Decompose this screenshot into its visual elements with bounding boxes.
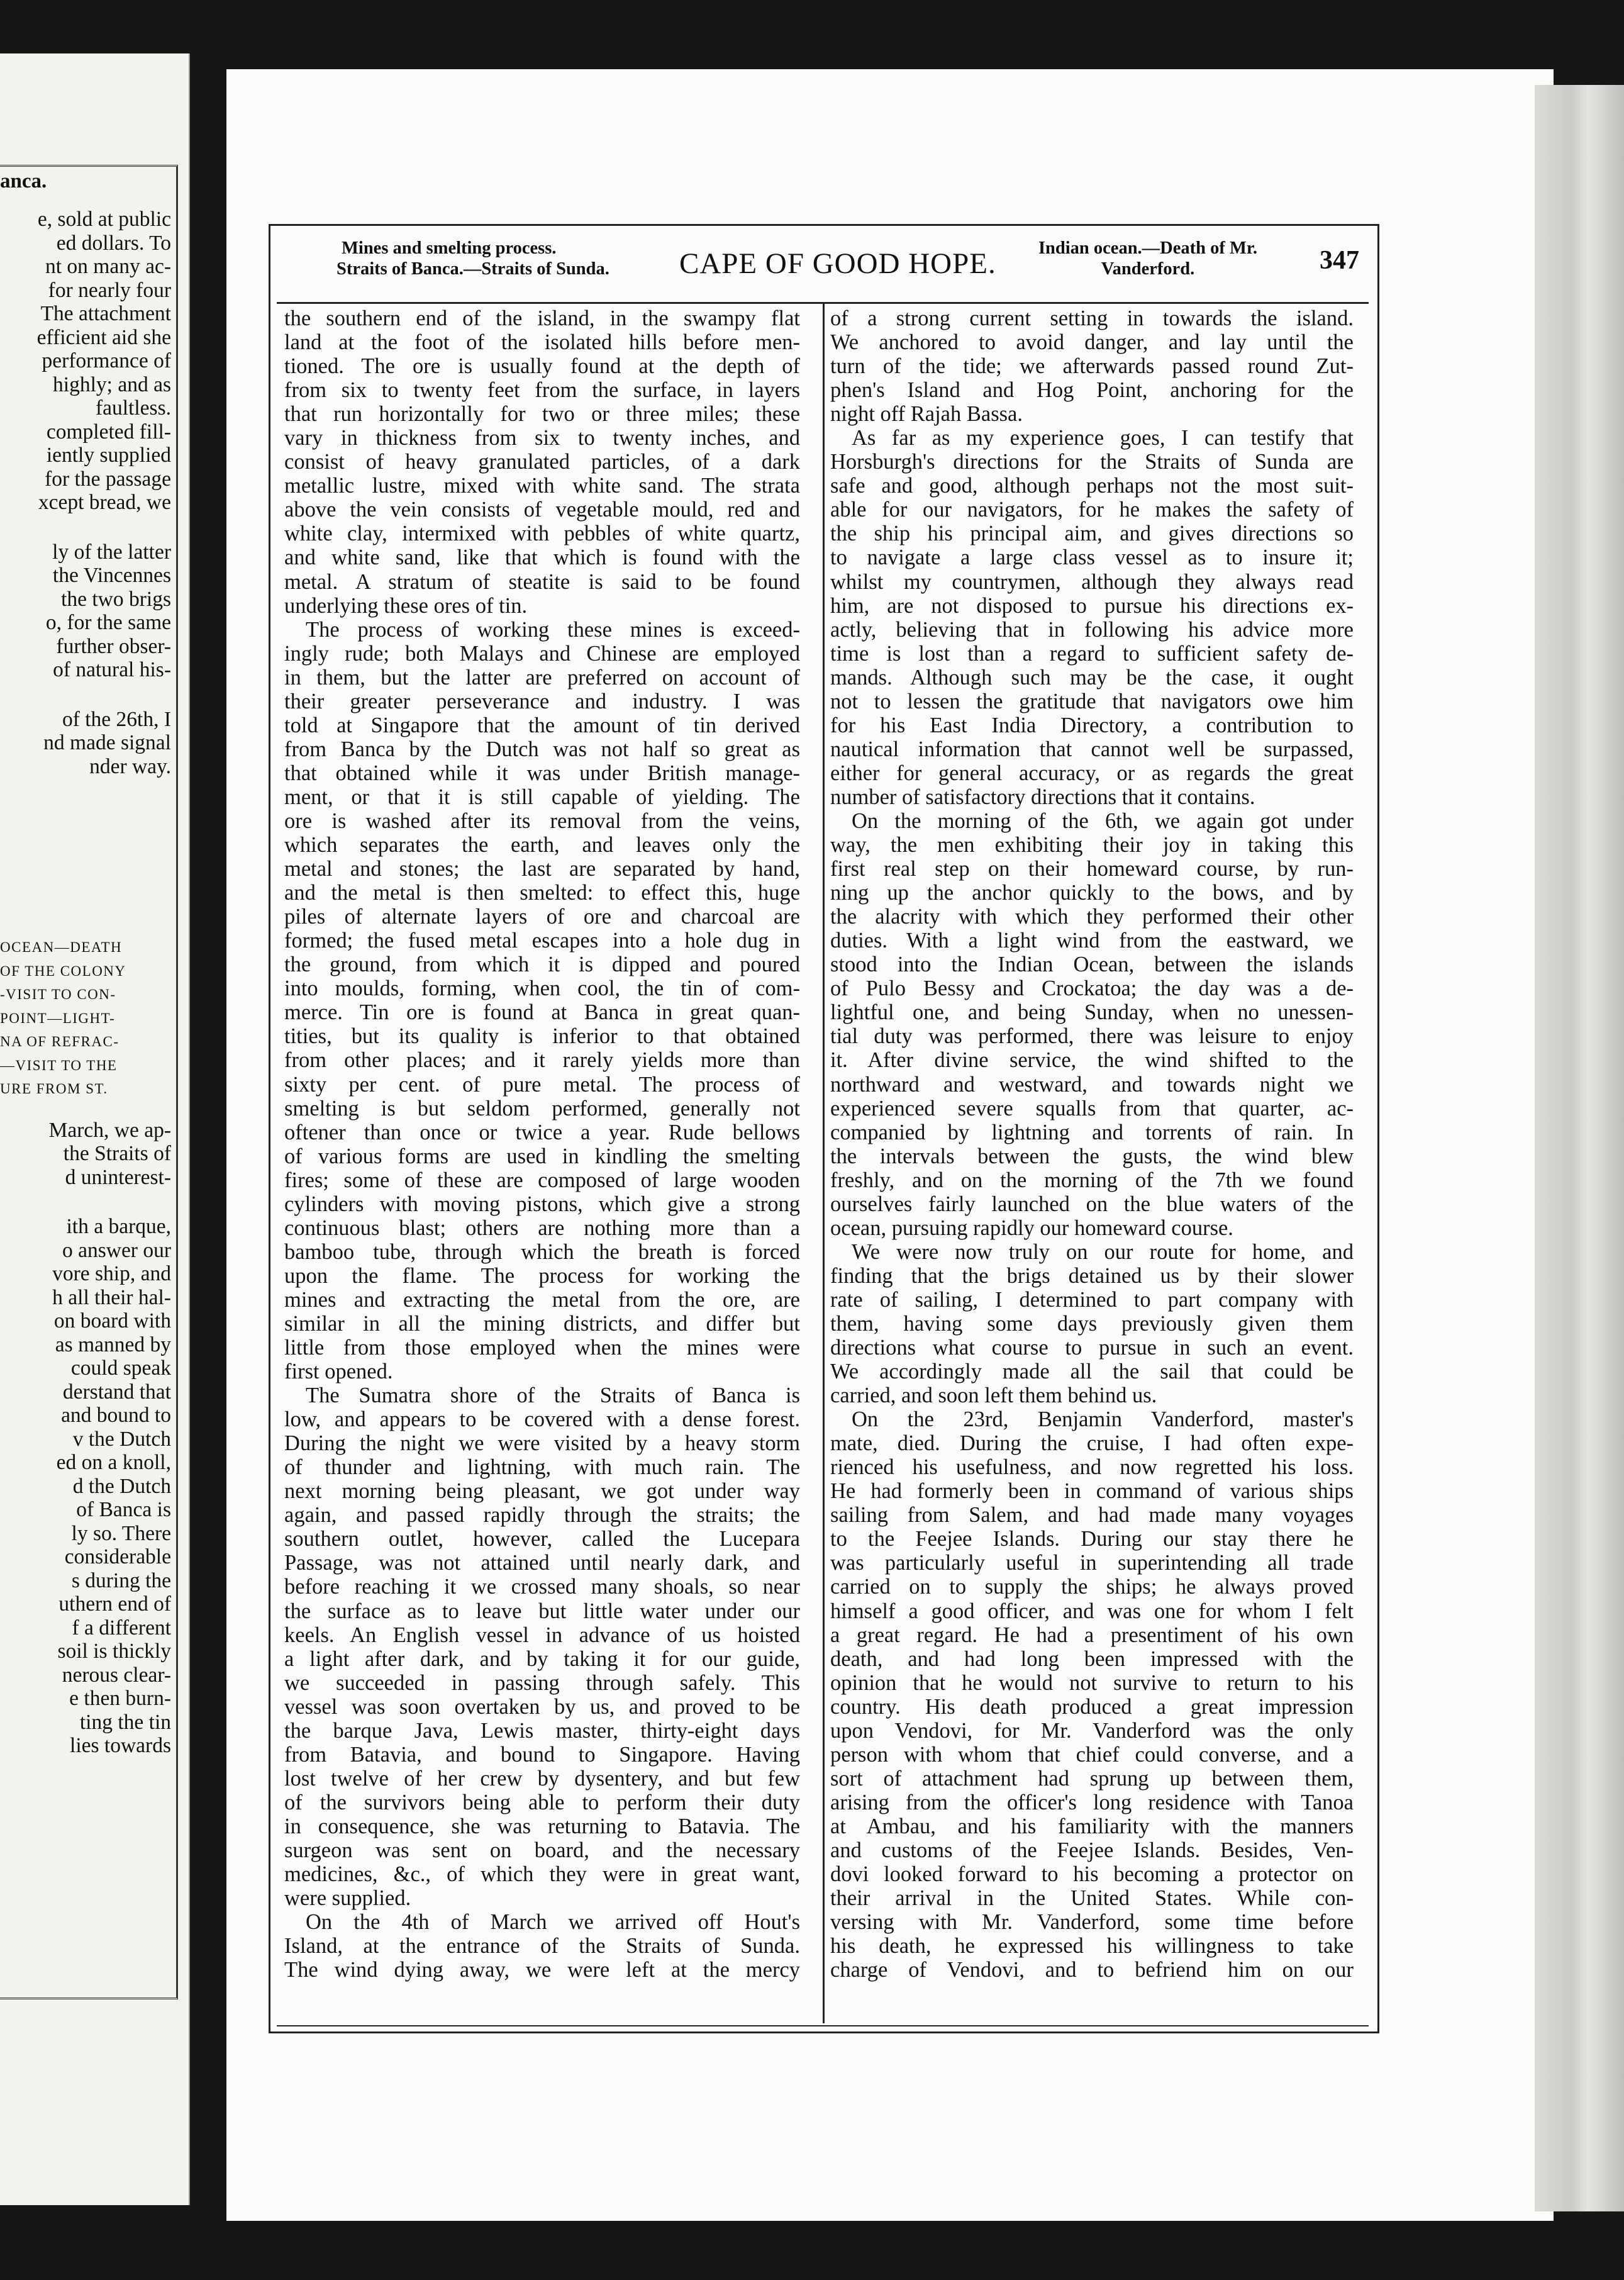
text-line: death, and had long been impressed with the bbox=[830, 1646, 1354, 1671]
text-line: mands. Although such may be the case, it ought bbox=[830, 665, 1354, 690]
text-line: We accordingly made all the sail that could be bbox=[830, 1360, 1354, 1384]
text-line: at Ambau, and his familiarity with the manners bbox=[830, 1814, 1354, 1838]
text-line: their greater perseverance and industry. I was bbox=[284, 689, 800, 713]
text-line: upon the flame. The process for working the bbox=[284, 1263, 800, 1288]
text-line: piles of alternate layers of ore and charcoal are bbox=[284, 905, 800, 929]
text-line: carried on to supply the ships; he always proved bbox=[830, 1575, 1354, 1599]
text-line: white clay, intermixed with pebbles of white quartz, bbox=[284, 522, 800, 546]
text-line: the southern end of the island, in the swampy flat bbox=[284, 306, 800, 330]
text-column-left bbox=[284, 306, 800, 1982]
text-line: duties. With a light wind from the eastward, we bbox=[830, 929, 1354, 953]
text-line: bamboo tube, through which the breath is forced bbox=[284, 1239, 800, 1264]
running-title: CAPE OF GOOD HOPE. bbox=[679, 247, 996, 280]
facing-page-line: o, for the same bbox=[45, 611, 171, 634]
text-line: told at Singapore that the amount of tin derived bbox=[284, 713, 800, 737]
column-divider bbox=[823, 302, 825, 2023]
text-line: was particularly useful in superintending all trade bbox=[830, 1551, 1354, 1575]
page-number: 347 bbox=[1320, 246, 1359, 275]
facing-page-line: nd made signal bbox=[43, 731, 171, 754]
text-column-right bbox=[830, 306, 1354, 1982]
facing-page-line: h all their hal- bbox=[52, 1285, 171, 1309]
text-line: oftener than once or twice a year. Rude bellows bbox=[284, 1120, 800, 1144]
text-line: mate, died. During the cruise, I had often expe- bbox=[830, 1431, 1354, 1456]
text-line: first real step on their homeward course, by run- bbox=[830, 857, 1354, 881]
running-head-right-line1: Indian ocean.—Death of Mr. bbox=[1038, 238, 1258, 258]
text-line: The process of working these mines is exceed- bbox=[306, 617, 800, 642]
text-line: into moulds, forming, when cool, the tin of com- bbox=[284, 976, 800, 1001]
text-line: ocean, pursuing rapidly our homeward course. bbox=[830, 1215, 1233, 1240]
facing-page-line bbox=[0, 515, 171, 540]
page-edge bbox=[1535, 85, 1624, 2211]
text-line: of various forms are used in kindling the smelting bbox=[284, 1144, 800, 1168]
facing-page-line: vore ship, and bbox=[52, 1262, 171, 1285]
text-line: consist of heavy granulated particles, of a dark bbox=[284, 450, 800, 474]
text-line: the alacrity with which they performed their other bbox=[830, 905, 1354, 929]
facing-page-line: considerable bbox=[64, 1545, 171, 1568]
text-line: little from those employed when the mines were bbox=[284, 1336, 800, 1360]
running-head-left-line2: Straits of Banca.—Straits of Sunda. bbox=[336, 259, 609, 279]
text-line: a light after dark, and by taking it for our guide, bbox=[284, 1646, 800, 1671]
text-line: time is lost than a regard to sufficient safety de- bbox=[830, 641, 1354, 666]
text-line: their arrival in the United States. While con- bbox=[830, 1886, 1354, 1911]
facing-page-line: e then burn- bbox=[69, 1687, 171, 1710]
text-line: cylinders with moving pistons, which give a strong bbox=[284, 1192, 800, 1216]
text-line: actly, believing that in following his advice more bbox=[830, 617, 1354, 642]
text-line: charge of Vendovi, and to befriend him on our bbox=[830, 1958, 1354, 1982]
text-line: merce. Tin ore is found at Banca in great quan- bbox=[284, 1000, 800, 1025]
facing-page-line: ting the tin bbox=[79, 1710, 171, 1734]
text-line: it. After divine service, the wind shifted to the bbox=[830, 1048, 1354, 1073]
facing-page-line: derstand that bbox=[62, 1380, 171, 1404]
text-line: finding that the brigs detained us by their slower bbox=[830, 1263, 1354, 1288]
text-line: ment, or that it is still capable of yielding. The bbox=[284, 785, 800, 809]
text-line: northward and westward, and towards night we bbox=[830, 1072, 1354, 1097]
facing-page-line: of Banca is bbox=[76, 1498, 171, 1521]
text-line: his death, he expressed his willingness to take bbox=[830, 1934, 1354, 1959]
facing-page-spacer bbox=[0, 1101, 171, 1119]
facing-page-line: -VISIT TO CON- bbox=[0, 986, 116, 1002]
text-line: either for general accuracy, or as regards the great bbox=[830, 761, 1354, 785]
running-head-left bbox=[336, 238, 609, 279]
text-line: On the 4th of March we arrived off Hout's bbox=[306, 1910, 800, 1935]
facing-page-line: d uninterest- bbox=[65, 1165, 171, 1189]
facing-page-line: on board with bbox=[53, 1309, 171, 1333]
text-line: above the vein consists of vegetable mould, red and bbox=[284, 498, 800, 522]
text-line: He had formerly been in command of various ships bbox=[830, 1479, 1354, 1504]
text-line: ingly rude; both Malays and Chinese are employed bbox=[284, 641, 800, 666]
text-line: first opened. bbox=[284, 1360, 393, 1384]
text-line: stood into the Indian Ocean, between the islands bbox=[830, 953, 1354, 977]
text-line: in them, but the latter are preferred on account of bbox=[284, 665, 800, 690]
facing-page-line: URE FROM ST. bbox=[0, 1081, 108, 1097]
running-head-right-line2: Vanderford. bbox=[1101, 259, 1195, 279]
facing-page-line: NA OF REFRAC- bbox=[0, 1034, 120, 1049]
text-line: On the morning of the 6th, we again got under bbox=[852, 808, 1354, 833]
text-line: sort of attachment had sprung up between them, bbox=[830, 1766, 1354, 1791]
facing-page-line: further obser- bbox=[56, 634, 171, 658]
facing-page-line: nt on many ac- bbox=[45, 255, 171, 278]
facing-page-line: the Vincennes bbox=[52, 564, 171, 587]
text-line: tities, but its quality is inferior to that obtained bbox=[284, 1024, 800, 1049]
text-line: metal and stones; the last are separated by hand, bbox=[284, 857, 800, 881]
facing-page-line: the two brigs bbox=[61, 587, 171, 611]
facing-page-line: ed on a knoll, bbox=[56, 1451, 171, 1474]
facing-page-line: v the Dutch bbox=[72, 1427, 171, 1451]
text-line: keels. An English vessel in advance of us hoisted bbox=[284, 1623, 800, 1647]
text-line: next morning being pleasant, we got under way bbox=[284, 1479, 800, 1504]
text-line: that obtained while it was under British manage- bbox=[284, 761, 800, 785]
text-line: lightful one, and being Sunday, when no unessen- bbox=[830, 1000, 1354, 1025]
text-line: we succeeded in passing through safely. This bbox=[284, 1670, 800, 1695]
text-line: tial duty was performed, there was leisure to enjoy bbox=[830, 1024, 1354, 1049]
running-head-left-line1: Mines and smelting process. bbox=[342, 238, 557, 258]
text-line: himself a good officer, and was one for whom I felt bbox=[830, 1599, 1354, 1623]
text-line: Island, at the entrance of the Straits of Sunda. bbox=[284, 1934, 800, 1959]
text-line: metal. A stratum of steatite is said to be found bbox=[284, 569, 800, 594]
text-line: dovi looked forward to his becoming a protector on bbox=[830, 1862, 1354, 1887]
text-line: of the survivors being able to perform their duty bbox=[284, 1790, 800, 1814]
text-line: directions what course to pursue in such an event. bbox=[830, 1336, 1354, 1360]
text-line: vary in thickness from six to twenty inches, and bbox=[284, 426, 800, 450]
text-line: a great regard. He had a presentiment of his own bbox=[830, 1623, 1354, 1647]
text-line: way, the men exhibiting their joy in taking this bbox=[830, 833, 1354, 858]
text-line: of a strong current setting in towards the island. bbox=[830, 306, 1354, 330]
text-line: which separates the earth, and leaves only the bbox=[284, 833, 800, 858]
text-line: ourselves fairly launched on the blue waters of the bbox=[830, 1192, 1354, 1216]
text-line: the ship his principal aim, and gives directions so bbox=[830, 522, 1354, 546]
text-line: On the 23rd, Benjamin Vanderford, master's bbox=[852, 1407, 1354, 1432]
text-line: number of satisfactory directions that it contains. bbox=[830, 785, 1255, 809]
facing-page-line: s during the bbox=[71, 1568, 171, 1592]
facing-page-heading: anca. bbox=[0, 170, 47, 193]
text-line: similar in all the mining districts, and differ but bbox=[284, 1311, 800, 1336]
text-line: sailing from Salem, and had made many voyages bbox=[830, 1503, 1354, 1528]
facing-page-line: —VISIT TO THE bbox=[0, 1057, 118, 1073]
text-line: freshly, and on the morning of the 7th we found bbox=[830, 1168, 1354, 1192]
facing-page-spacer bbox=[0, 778, 171, 936]
text-line: We were now truly on our route for home, and bbox=[852, 1239, 1354, 1264]
text-line: versing with Mr. Vanderford, some time before bbox=[830, 1910, 1354, 1935]
text-line: and customs of the Feejee Islands. Besides, Ven- bbox=[830, 1838, 1354, 1862]
facing-page-line: ith a barque, bbox=[66, 1215, 171, 1238]
text-line: country. His death produced a great impression bbox=[830, 1694, 1354, 1719]
text-line: again, and passed rapidly through the straits; the bbox=[284, 1503, 800, 1528]
facing-page-line: March, we ap- bbox=[48, 1118, 171, 1142]
text-line: ning up the anchor quickly to the bows, and by bbox=[830, 881, 1354, 905]
text-line: of Pulo Bessy and Crockatoa; the day was a de- bbox=[830, 976, 1354, 1001]
facing-page-line: of natural his- bbox=[53, 658, 171, 681]
facing-page-line: highly; and as bbox=[53, 372, 171, 396]
facing-page-line: of the 26th, I bbox=[62, 707, 171, 731]
text-line: Passage, was not attained until nearly dark, and bbox=[284, 1551, 800, 1575]
facing-page-line: iently supplied bbox=[46, 444, 171, 467]
facing-page-line: could speak bbox=[70, 1356, 171, 1380]
text-line: land at the foot of the isolated hills before men- bbox=[284, 330, 800, 355]
text-line: formed; the fused metal escapes into a hole dug in bbox=[284, 929, 800, 953]
text-line: night off Rajah Bassa. bbox=[830, 402, 1023, 427]
text-line: low, and appears to be covered with a dense forest. bbox=[284, 1407, 800, 1432]
text-line: to navigate a large class vessel as to insure it; bbox=[830, 545, 1354, 570]
text-line: opinion that he would not survive to return to his bbox=[830, 1670, 1354, 1695]
facing-page-text bbox=[0, 208, 171, 1758]
text-line: ore is washed after its removal from the veins, bbox=[284, 808, 800, 833]
facing-page-line: ly so. There bbox=[71, 1521, 171, 1545]
text-line: them, having some days previously given them bbox=[830, 1311, 1354, 1336]
text-line: metallic lustre, mixed with white sand. The strata bbox=[284, 474, 800, 498]
facing-page-line: o answer our bbox=[62, 1238, 171, 1262]
text-line: whilst my countrymen, although they always read bbox=[830, 569, 1354, 594]
facing-page-line: performance of bbox=[42, 349, 171, 372]
text-line: to the Feejee Islands. During our stay there he bbox=[830, 1527, 1354, 1551]
text-line: experienced severe squalls from that quarter, ac- bbox=[830, 1096, 1354, 1120]
facing-page-line: efficient aid she bbox=[36, 325, 171, 349]
facing-page-line: completed fill- bbox=[46, 420, 171, 444]
text-line: arising from the officer's long residence with Tanoa bbox=[830, 1790, 1354, 1814]
facing-page-line: faultless. bbox=[95, 396, 171, 420]
facing-page-line bbox=[0, 1189, 171, 1215]
facing-page-line: uthern end of bbox=[58, 1592, 171, 1616]
text-line: tioned. The ore is usually found at the depth of bbox=[284, 354, 800, 379]
facing-page-line: lies towards bbox=[70, 1734, 171, 1757]
text-line: the ground, from which it is dipped and poured bbox=[284, 953, 800, 977]
text-line: from Batavia, and bound to Singapore. Having bbox=[284, 1742, 800, 1767]
facing-page-line: OCEAN—DEATH bbox=[0, 939, 123, 955]
text-line: companied by lightning and torrents of rain. In bbox=[830, 1120, 1354, 1144]
facing-page-line: d the Dutch bbox=[72, 1474, 171, 1498]
facing-page-line: for the passage bbox=[45, 467, 171, 491]
text-line: surgeon was sent on board, and the necessary bbox=[284, 1838, 800, 1862]
text-line: During the night we were visited by a heavy storm bbox=[284, 1431, 800, 1456]
text-line: nautical information that cannot well be surpassed, bbox=[830, 737, 1354, 761]
text-line: fires; some of these are composed of large wooden bbox=[284, 1168, 800, 1192]
text-line: for his East India Directory, a contribution to bbox=[830, 713, 1354, 737]
facing-page-line: nder way. bbox=[89, 754, 171, 778]
text-line: The Sumatra shore of the Straits of Banca is bbox=[306, 1383, 800, 1408]
text-line: turn of the tide; we afterwards passed round Zut- bbox=[830, 354, 1354, 379]
text-line: sixty per cent. of pure metal. The process of bbox=[284, 1072, 800, 1097]
text-line: medicines, &c., of which they were in great want, bbox=[284, 1862, 800, 1887]
text-line: mines and extracting the metal from the ore, are bbox=[284, 1287, 800, 1312]
facing-page-line: nerous clear- bbox=[62, 1663, 171, 1687]
text-line: continuous blast; others are nothing more than a bbox=[284, 1215, 800, 1240]
text-line: in consequence, she was returning to Batavia. The bbox=[284, 1814, 800, 1838]
text-line: safe and good, although perhaps not the most suit- bbox=[830, 474, 1354, 498]
facing-page-line: ed dollars. To bbox=[56, 231, 171, 255]
text-line: the barque Java, Lewis master, thirty-eight days bbox=[284, 1718, 800, 1743]
text-line: underlying these ores of tin. bbox=[284, 593, 528, 618]
text-line: upon Vendovi, for Mr. Vanderford was the only bbox=[830, 1718, 1354, 1743]
text-line: As far as my experience goes, I can testify that bbox=[852, 426, 1354, 450]
text-line: and white sand, like that which is found with the bbox=[284, 545, 800, 570]
facing-page-line: OF THE COLONY bbox=[0, 963, 126, 979]
facing-page-line: for nearly four bbox=[48, 278, 171, 302]
text-line: from Banca by the Dutch was not half so great as bbox=[284, 737, 800, 761]
text-line: not to lessen the gratitude that navigators owe him bbox=[830, 689, 1354, 713]
text-line: able for our navigators, for he makes the safety of bbox=[830, 498, 1354, 522]
text-line: southern outlet, however, called the Lucepara bbox=[284, 1527, 800, 1551]
text-line: Horsburgh's directions for the Straits of Sunda are bbox=[830, 450, 1354, 474]
text-line: phen's Island and Hog Point, anchoring for the bbox=[830, 378, 1354, 403]
facing-page-line: f a different bbox=[72, 1616, 171, 1640]
text-line: lost twelve of her crew by dysentery, and but few bbox=[284, 1766, 800, 1791]
text-line: vessel was soon overtaken by us, and proved to be bbox=[284, 1694, 800, 1719]
text-line: from other places; and it rarely yields more than bbox=[284, 1048, 800, 1073]
running-head-right bbox=[1019, 238, 1277, 279]
facing-page-line: as manned by bbox=[55, 1333, 171, 1356]
text-line: rienced his usefulness, and now regretted his loss. bbox=[830, 1455, 1354, 1480]
facing-page-line: xcept bread, we bbox=[38, 491, 171, 514]
text-line: him, are not disposed to pursue his directions ex- bbox=[830, 593, 1354, 618]
text-line: the intervals between the gusts, the wind blew bbox=[830, 1144, 1354, 1168]
facing-page-line: ly of the latter bbox=[52, 540, 171, 564]
facing-page-line: The attachment bbox=[40, 302, 171, 325]
text-line: and the metal is then smelted: to effect this, huge bbox=[284, 881, 800, 905]
facing-page-line: and bound to bbox=[61, 1404, 171, 1427]
text-line: from six to twenty feet from the surface, in layers bbox=[284, 378, 800, 403]
text-line: of thunder and lightning, with much rain. The bbox=[284, 1455, 800, 1480]
text-line: person with whom that chief could converse, and a bbox=[830, 1742, 1354, 1767]
text-line: smelting is but seldom performed, generally not bbox=[284, 1096, 800, 1120]
facing-page-line: soil is thickly bbox=[57, 1640, 171, 1663]
text-line: We anchored to avoid danger, and lay until the bbox=[830, 330, 1354, 355]
text-line: carried, and soon left them behind us. bbox=[830, 1383, 1157, 1408]
text-line: before reaching it we crossed many shoals, so near bbox=[284, 1575, 800, 1599]
facing-page-line: e, sold at public bbox=[37, 208, 171, 231]
facing-page-line: the Straits of bbox=[63, 1142, 171, 1165]
facing-page-line bbox=[0, 682, 171, 708]
text-line: were supplied. bbox=[284, 1886, 411, 1911]
text-line: The wind dying away, we were left at the mercy bbox=[284, 1958, 800, 1982]
text-line: that run horizontally for two or three miles; these bbox=[284, 402, 800, 427]
text-line: the surface as to leave but little water under our bbox=[284, 1599, 800, 1623]
facing-page-line: POINT—LIGHT- bbox=[0, 1010, 116, 1026]
text-line: rate of sailing, I determined to part company with bbox=[830, 1287, 1354, 1312]
